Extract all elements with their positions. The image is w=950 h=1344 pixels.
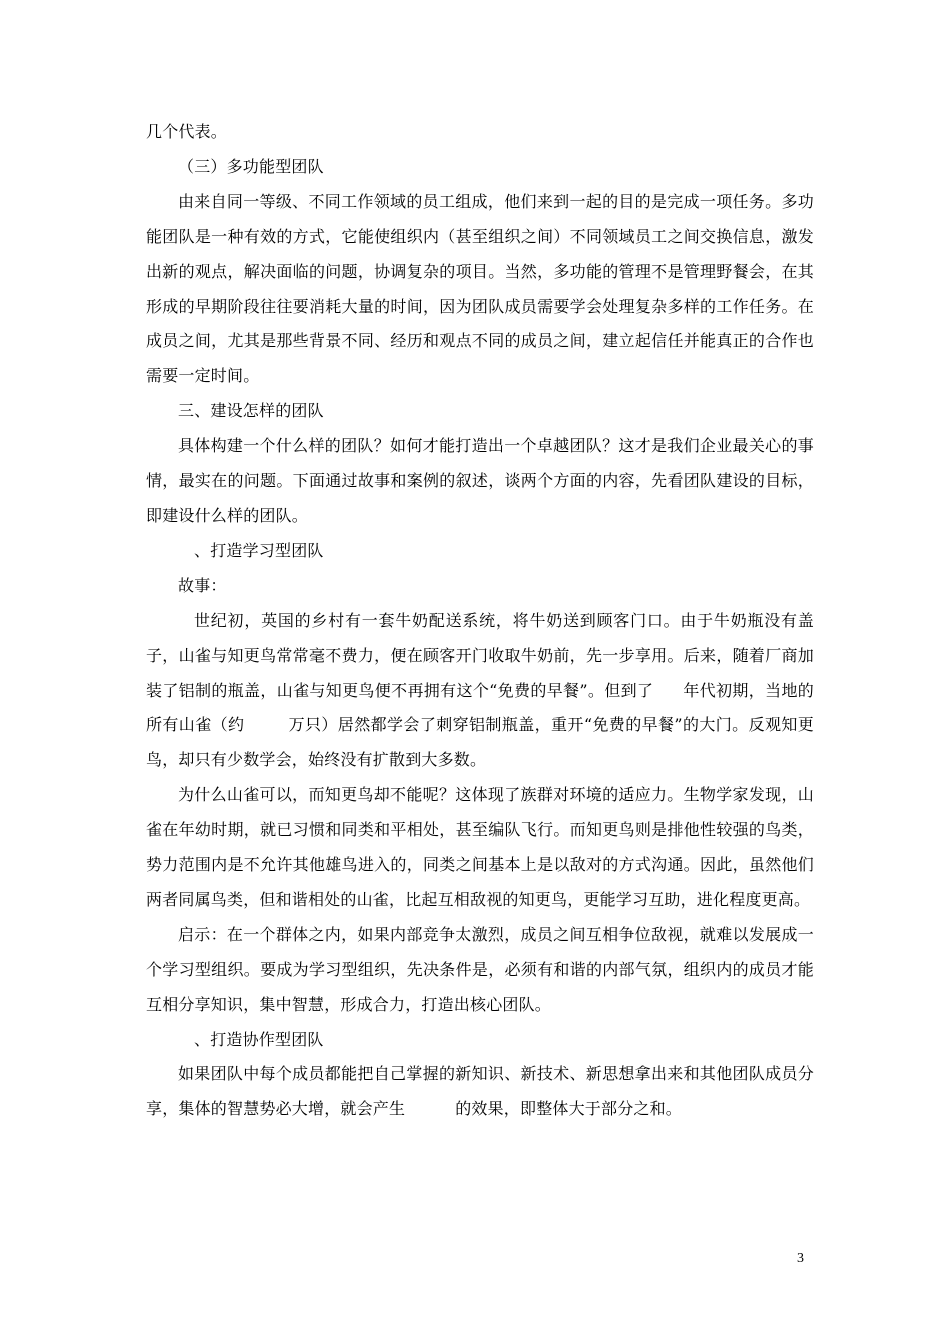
subheading-cross-functional-team: （三）多功能型团队 xyxy=(178,156,324,176)
section-heading-team-building: 三、建设怎样的团队 xyxy=(178,401,324,421)
label-story: 故事： xyxy=(178,575,227,595)
paragraph-team-building-intro: 具体构建一个什么样的团队？如何才能打造出一个卓越团队？这才是我们企业最关心的事情，最实在的问题。下面通过故事和案例的叙述，谈两个方面的内容，先看团队建设的目标，即建设什么样的团队。 xyxy=(146,436,814,525)
paragraph-insight: 启示：在一个群体之内，如果内部竞争太激烈，成员之间互相争位敌视，就难以发展成一个学习型组织。要成为学习型组织，先决条件是，必须有和谐的内部气氛，组织内的成员才能互相分享知识，集中智慧，形成合力，打造出核心团队。 xyxy=(146,924,814,1014)
page-number: 3 xyxy=(797,1251,804,1266)
story-text-part-1: 世纪初，英国的乡村有一套牛奶配送系统，将牛奶送到顾客门口。由于牛奶瓶没有盖子，山雀与知更鸟常常毫不费力，便在顾客开门收取牛奶前，先一步享用。后来，随着厂商加装了铝制的瓶盖，山雀与知更鸟便不再拥有这个“免费的早餐”。但到了 xyxy=(146,610,814,700)
paragraph-continuation: 几个代表。 xyxy=(146,122,228,141)
paragraph-collaboration xyxy=(146,1057,814,1127)
paragraph-story-analysis: 为什么山雀可以，而知更鸟却不能呢？这体现了族群对环境的适应力。生物学家发现，山雀在年幼时期，就已习惯和同类和平相处，甚至编队飞行。而知更鸟则是排他性较强的鸟类，势力范围内是不允许其他雄鸟进入的，同类之间基本上是以敌对的方式沟通。因此，虽然他们两者同属鸟类，但和谐相处的山雀，比起互相敌视的知更鸟，更能学习互助，进化程度更高。 xyxy=(146,785,814,909)
paragraph-story-birds xyxy=(146,604,814,779)
story-text-part-3: 万只）居然都学会了刺穿铝制瓶盖，重开“免费的早餐”的大门。反观知更鸟，却只有少数学会，始终没有扩散到大多数。 xyxy=(146,715,814,770)
paragraph-cross-functional-description: 由来自同一等级、不同工作领域的员工组成，他们来到一起的目的是完成一项任务。多功能团队是一种有效的方式，它能使组织内（甚至组织之间）不同领域员工之间交换信息，激发出新的观点，解决面临的问题，协调复杂的项目。当然，多功能的管理不是管理野餐会，在其形成的早期阶段往往要消耗大量的时间，因为团队成员需要学会处理复杂多样的工作任务。在成员之间，尤其是那些背景不同、经历和观点不同的成员之间，建立起信任并能真正的合作也需要一定时间。 xyxy=(146,191,814,386)
subheading-learning-team: 、打造学习型团队 xyxy=(194,540,324,560)
collaboration-text-part-1: 如果团队中每个成员都能把自己掌握的新知识、新技术、新思想拿出来和其他团队成员分享，集体的智慧势必大增，就会产生 xyxy=(146,1064,814,1119)
collaboration-text-part-2: 的效果，即整体大于部分之和。 xyxy=(455,1099,683,1119)
body-text xyxy=(146,115,814,1127)
subheading-collaborative-team: 、打造协作型团队 xyxy=(194,1029,324,1049)
story-text-part-2: 年代初期，当地的所有山雀（约 xyxy=(146,680,814,735)
